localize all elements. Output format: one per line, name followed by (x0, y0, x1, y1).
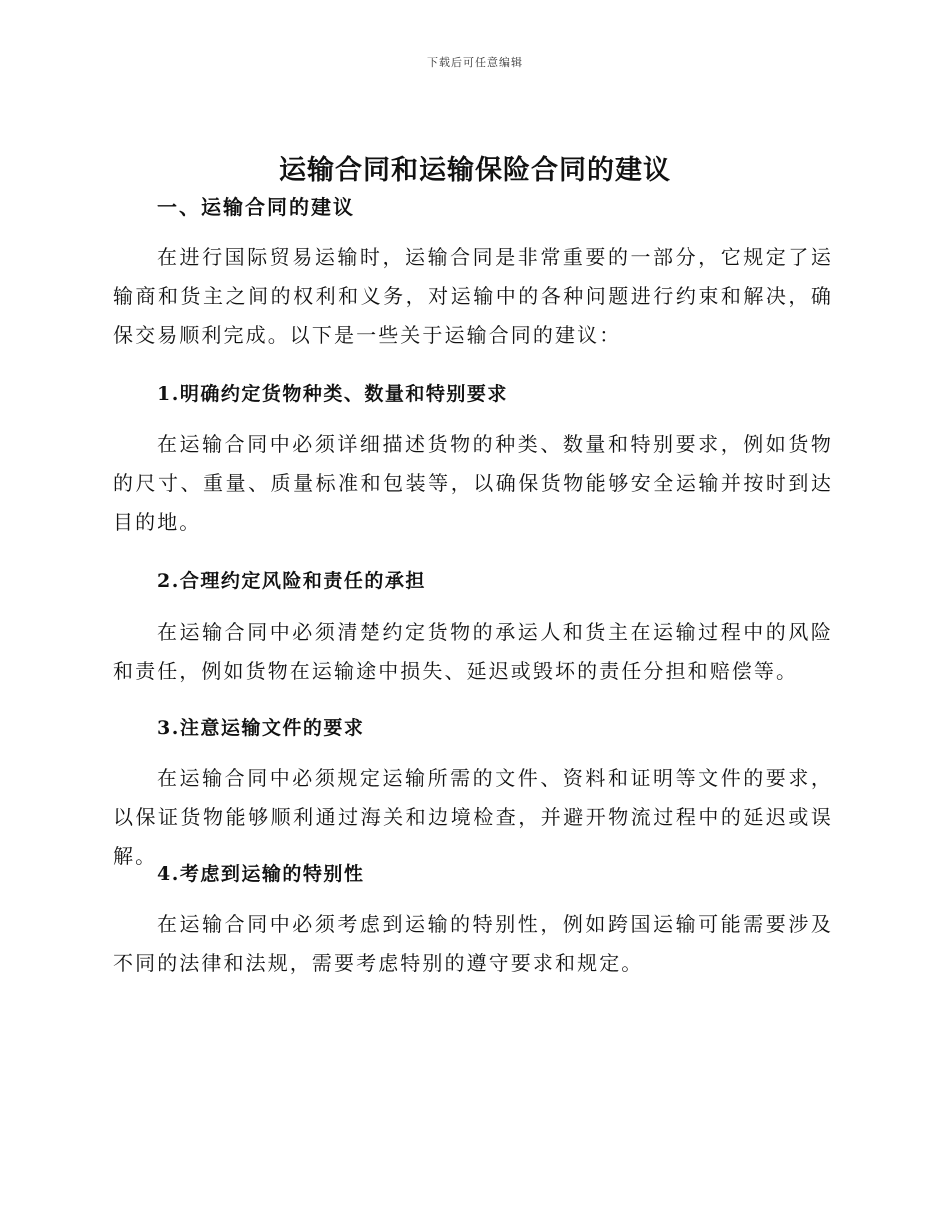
section-heading: 一、运输合同的建议 (157, 195, 355, 219)
item-paragraph-4: 在运输合同中必须考虑到运输的特别性，例如跨国运输可能需要涉及不同的法律和法规，需要考虑特别的遵守要求和规定。 (113, 912, 833, 975)
item-paragraph-3: 在运输合同中必须规定运输所需的文件、资料和证明等文件的要求，以保证货物能够顺利通过海关和边境检查，并避开物流过程中的延迟或误解。 (113, 766, 833, 868)
header-note: 下载后可任意编辑 (427, 56, 523, 69)
item-paragraph-1: 在运输合同中必须详细描述货物的种类、数量和特别要求，例如货物的尺寸、重量、质量标准和包装等，以确保货物能够安全运输并按时到达目的地。 (113, 432, 833, 534)
item-heading-1: 1.明确约定货物种类、数量和特别要求 (157, 383, 508, 405)
document-title: 运输合同和运输保险合同的建议 (279, 155, 671, 186)
item-heading-4: 4.考虑到运输的特别性 (157, 863, 365, 885)
item-paragraph-2: 在运输合同中必须清楚约定货物的承运人和货主在运输过程中的风险和责任，例如货物在运输途中损失、延迟或毁坏的责任分担和赔偿等。 (113, 620, 833, 683)
item-heading-2: 2.合理约定风险和责任的承担 (157, 570, 426, 592)
item-heading-3: 3.注意运输文件的要求 (157, 717, 365, 739)
intro-paragraph: 在进行国际贸易运输时，运输合同是非常重要的一部分，它规定了运输商和货主之间的权利和义务，对运输中的各种问题进行约束和解决，确保交易顺利完成。以下是一些关于运输合同的建议： (113, 245, 833, 347)
